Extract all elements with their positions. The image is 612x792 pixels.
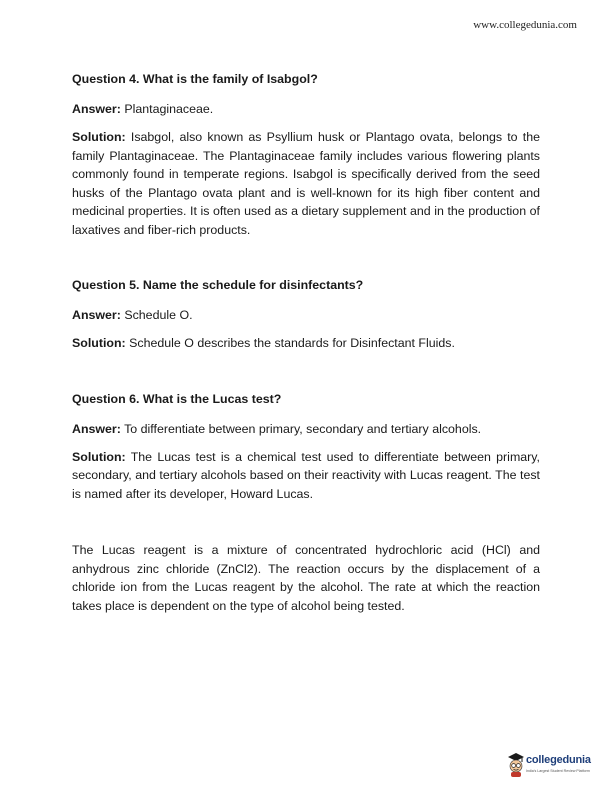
question-heading: Question 6. What is the Lucas test? <box>72 391 282 406</box>
answer-line <box>72 420 540 438</box>
solution-paragraph <box>72 128 540 239</box>
graduate-mascot-icon <box>507 752 525 778</box>
lucas-reagent-paragraph: The Lucas reagent is a mixture of concentrated hydrochloric acid (HCl) and anhydrous zinc chloride (ZnCl2). The reaction occurs by the displacement of a chloride ion from the Lucas reagent by the alcohol. The rate at which the reaction takes place is dependent on the type of alcohol being tested. <box>72 543 540 613</box>
answer-text: Plantaginaceae. <box>120 102 214 116</box>
answer-label: Answer: <box>72 308 121 322</box>
answer-text: Schedule O. <box>120 308 193 322</box>
site-url[interactable]: www.collegedunia.com <box>473 19 577 31</box>
answer-label: Answer: <box>72 102 121 116</box>
answer-line <box>72 306 540 324</box>
solution-text: Isabgol, also known as Psyllium husk or Plantago ovata, belongs to the family Plantaginaceae. The Plantaginaceae family includes various flowering plants commonly found in temperate regions. Isabgol is specifically derived from the seed husks of the Plantago ovata plant and is well-known for its high fiber content and medicinal properties. It is often used as a dietary supplement and in the production of laxatives and fiber-rich products. <box>72 130 540 237</box>
answer-text: To differentiate between primary, secondary and tertiary alcohols. <box>120 421 482 436</box>
question-heading: Question 5. Name the schedule for disinfectants? <box>72 278 364 292</box>
logo-tagline: India's Largest Student Review Platform <box>526 769 590 773</box>
document-body <box>72 70 540 652</box>
solution-text: Schedule O describes the standards for Disinfectant Fluids. <box>125 336 455 350</box>
solution-paragraph <box>72 334 540 353</box>
solution-label: Solution: <box>72 336 126 350</box>
solution-label: Solution: <box>72 449 126 464</box>
solution-label: Solution: <box>72 130 126 144</box>
question-block-6 <box>72 390 540 616</box>
solution-paragraph <box>72 448 540 504</box>
answer-label: Answer: <box>72 421 121 436</box>
logo-wordmark: collegedunia <box>526 754 591 766</box>
question-block-4 <box>72 70 540 239</box>
solution-text: The Lucas test is a chemical test used to differentiate between primary, secondary, and tertiary alcohols based on their reactivity with Lucas reagent. The test is named after its developer, Howard Lucas. <box>72 449 540 501</box>
collegedunia-logo[interactable] <box>507 752 599 780</box>
answer-line <box>72 100 540 118</box>
question-block-5 <box>72 276 540 353</box>
question-heading: Question 4. What is the family of Isabgol? <box>72 72 318 86</box>
